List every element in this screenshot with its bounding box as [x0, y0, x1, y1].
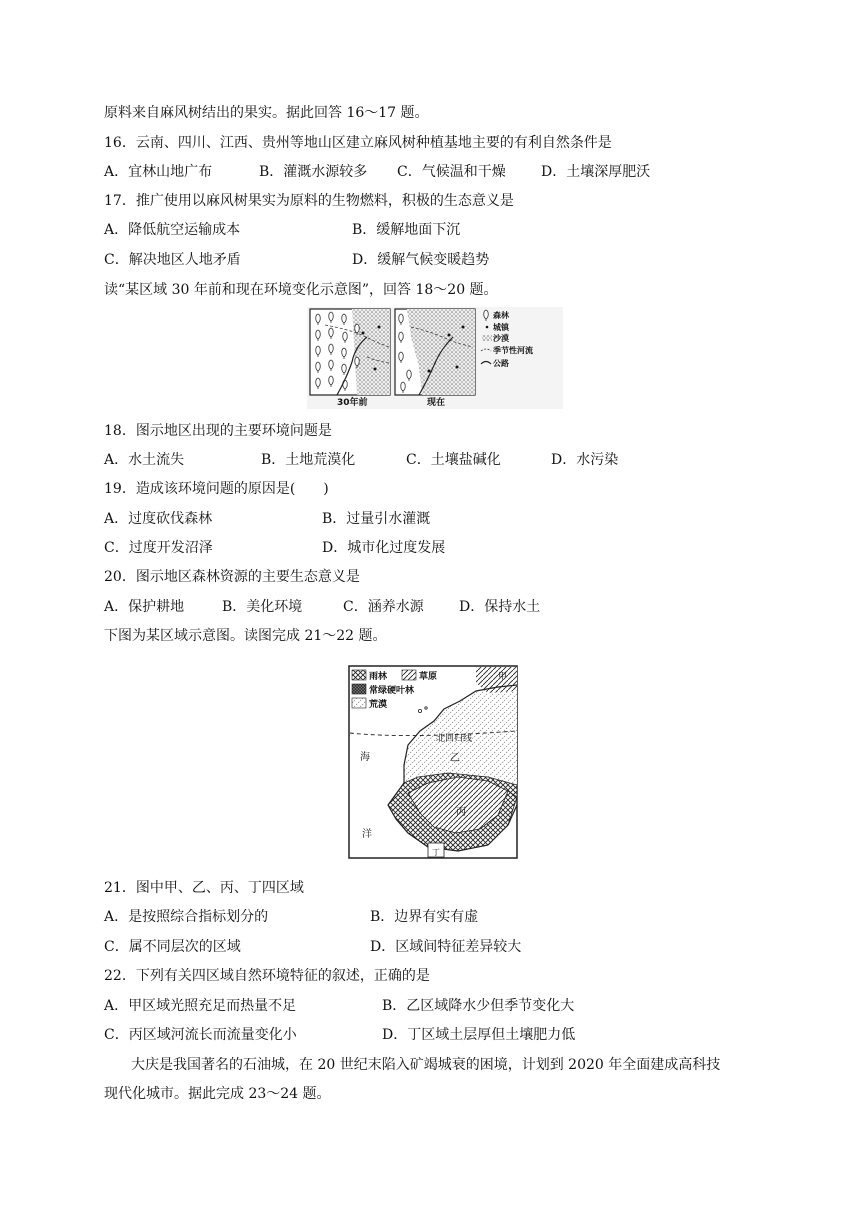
question-16-option-b[interactable]: B．灌溉水源较多 [259, 164, 368, 180]
question-21-option-b[interactable]: B．边界有实有虚 [370, 909, 479, 925]
region-bing-label: 丙 [456, 807, 466, 818]
label-30-years-ago: 30年前 [337, 398, 368, 408]
question-20-option-b[interactable]: B．美化环境 [222, 599, 303, 615]
question-22-option-b[interactable]: B．乙区域降水少但季节变化大 [382, 998, 575, 1014]
sea-label: 海 [360, 752, 370, 763]
question-16-stem: 16．云南、四川、江西、贵州等地山区建立麻风树种植基地主要的有利自然条件是 [104, 135, 612, 151]
question-21-stem: 21．图中甲、乙、丙、丁四区域 [104, 880, 304, 896]
reading-prompt-21-22: 下图为某区域示意图。读图完成 21～22 题。 [104, 628, 387, 644]
paragraph-line-2: 现代化城市。据此完成 23～24 题。 [104, 1086, 331, 1102]
question-20-stem: 20．图示地区森林资源的主要生态意义是 [104, 569, 360, 585]
legend-evergreen-sclerophyll: 常绿硬叶林 [369, 686, 415, 696]
legend-seasonal-river: 季节性河流 [493, 346, 533, 355]
tropic-label: 北回归线 [436, 734, 473, 744]
question-20-option-d[interactable]: D．保持水土 [459, 599, 541, 615]
legend-forest: 森林 [493, 311, 509, 320]
question-21-option-d[interactable]: D．区域间特征差异较大 [370, 939, 522, 955]
intro-text: 原料来自麻风树结出的果实。据此回答 16～17 题。 [104, 105, 429, 121]
map-now [395, 309, 475, 408]
legend-town: 城镇 [493, 323, 509, 332]
question-20-option-c[interactable]: C．涵养水源 [343, 599, 424, 615]
question-18-stem: 18．图示地区出现的主要环境问题是 [104, 423, 332, 439]
question-16-option-d[interactable]: D．土壤深厚肥沃 [541, 164, 651, 180]
question-17-option-d[interactable]: D．缓解气候变暖趋势 [352, 252, 490, 268]
question-19-option-a[interactable]: A．过度砍伐森林 [104, 511, 213, 527]
region-jia-label: 甲 [498, 672, 508, 682]
paragraph-line-1: 大庆是我国著名的石油城，在 20 世纪末陷入矿竭城衰的困境，计划到 2020 年全面建成高科技 [131, 1057, 721, 1073]
map-30-years-ago [310, 309, 390, 408]
question-19-stem: 19．造成该环境问题的原因是( ) [104, 481, 329, 497]
legend-desert: 沙漠 [493, 334, 509, 343]
question-21-option-c[interactable]: C．属不同层次的区域 [104, 939, 241, 955]
legend-road: 公路 [493, 359, 509, 368]
question-22-stem: 22．下列有关四区域自然环境特征的叙述，正确的是 [104, 968, 430, 984]
label-now: 现在 [427, 398, 446, 408]
question-18-option-d[interactable]: D．水污染 [551, 452, 619, 468]
question-19-option-b[interactable]: B．过量引水灌溉 [322, 511, 431, 527]
question-17-option-a[interactable]: A．降低航空运输成本 [104, 222, 241, 238]
question-22-option-c[interactable]: C．丙区域河流长而流量变化小 [104, 1027, 297, 1043]
question-17-option-c[interactable]: C．解决地区人地矛盾 [104, 252, 241, 268]
question-22-option-d[interactable]: D．丁区域土层厚但土壤肥力低 [382, 1027, 576, 1043]
region-yi-label: 乙 [450, 753, 460, 764]
legend-grassland: 草原 [419, 672, 438, 682]
question-20-option-a[interactable]: A．保护耕地 [104, 599, 185, 615]
question-18-option-b[interactable]: B．土地荒漠化 [261, 452, 356, 468]
region-ding-label: 丁 [432, 848, 440, 857]
question-16-option-a[interactable]: A．宜林山地广布 [104, 164, 213, 180]
ocean-label: 洋 [362, 829, 372, 840]
question-22-option-a[interactable]: A．甲区域光照充足而热量不足 [104, 998, 297, 1014]
legend-rainforest: 雨林 [369, 672, 388, 682]
question-19-option-c[interactable]: C．过度开发沼泽 [104, 540, 213, 556]
question-18-option-a[interactable]: A．水土流失 [104, 452, 185, 468]
question-16-option-c[interactable]: C．气候温和干燥 [397, 164, 506, 180]
region-map-figure [348, 665, 518, 859]
reading-prompt-18-20: 读“某区域 30 年前和现在环境变化示意图”，回答 18～20 题。 [104, 282, 498, 298]
question-21-option-a[interactable]: A．是按照综合指标划分的 [104, 909, 269, 925]
environment-change-figure [307, 307, 563, 409]
question-17-option-b[interactable]: B．缓解地面下沉 [352, 222, 461, 238]
question-18-option-c[interactable]: C．土壤盐碱化 [406, 452, 501, 468]
legend-desert: 荒漠 [369, 700, 388, 710]
question-19-option-d[interactable]: D．城市化过度发展 [322, 540, 446, 556]
question-17-stem: 17．推广使用以麻风树果实为原料的生物燃料，积极的生态意义是 [104, 193, 514, 209]
